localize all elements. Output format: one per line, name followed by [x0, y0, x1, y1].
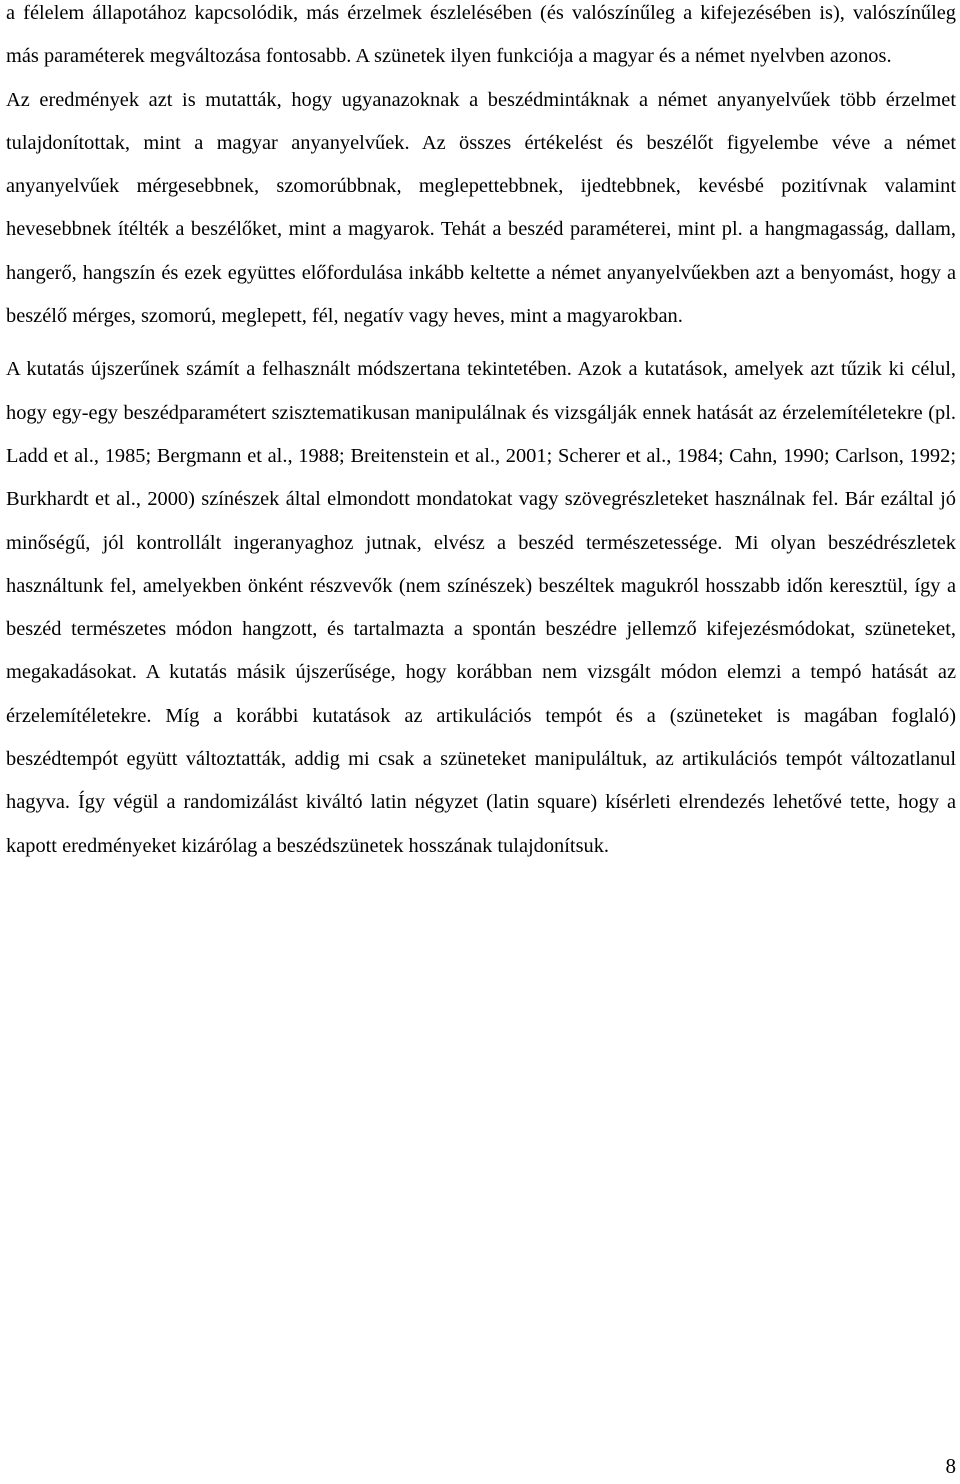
paragraph-methodology: A kutatás újszerűnek számít a felhasznált módszertana tekintetében. Azok a kutatások, amelyek azt tűzik ki célul, hogy egy-egy beszédparamétert szisztematikusan manipulálnak és vizsgálják ennek hatását az érzelemítéletekre (pl. Ladd et al., 1985; Bergmann et al., 1988; Breitenstein et al., 2001; Scherer et al., 1984; Cahn, 1990; Carlson, 1992; Burkhardt et al., 2000) színészek által elmondott mondatokat vagy szövegrészleteket használnak fel. Bár ezáltal jó minőségű, jól kontrollált ingeranyaghoz jutnak, elvész a beszéd természetessége. Mi olyan beszédrészletek használtunk fel, amelyekben önként részvevők (nem színészek) beszéltek magukról hosszabb időn keresztül, így a beszéd természetes módon hangzott, és tartalmazta a spontán beszédre jellemző kifejezésmódokat, szüneteket, megakadásokat. A kutatás másik újszerűsége, hogy korábban nem vizsgált módon elemzi a tempó hatását az érzelemítéletekre. Míg a korábbi kutatások az artikulációs tempót és a (szüneteket is magában foglaló) beszédtempót együtt változtatták, addig mi csak a szüneteket manipuláltuk, az artikulációs tempót változatlanul hagyva. Így végül a randomizálást kiváltó latin négyzet (latin square) kísérleti elrendezés lehetővé tette, hogy a kapott eredményeket kizárólag a beszédszünetek hosszának tulajdonítsuk.	[6, 358, 956, 857]
paragraph-results: Az eredmények azt is mutatták, hogy ugyanazoknak a beszédmintáknak a német anyanyelvűek több érzelmet tulajdonítottak, mint a magyar anyanyelvűek. Az összes értékelést és beszélőt figyelembe véve a német anyanyelvűek mérgesebbnek, szomorúbbnak, meglepettebbnek, ijedtebbnek, kevésbé pozitívnak valamint hevesebbnek ítélték a beszélőket, mint a magyarok. Tehát a beszéd paraméterei, mint pl. a hangmagasság, dallam, hangerő, hangszín és ezek együttes előfordulása inkább keltette a német anyanyelvűekben azt a benyomást, hogy a beszélő mérges, szomorú, meglepett, fél, negatív vagy heves, mint a magyarokban.	[6, 88, 956, 328]
page-number: 8	[945, 1454, 956, 1478]
paragraph-continuation: a félelem állapotához kapcsolódik, más érzelmek észlelésében (és valószínűleg a kifejezésében is), valószínűleg más paraméterek megváltozása fontosabb. A szünetek ilyen funkciója a magyar és a német nyelvben azonos.	[6, 2, 956, 68]
document-page	[6, 0, 956, 868]
